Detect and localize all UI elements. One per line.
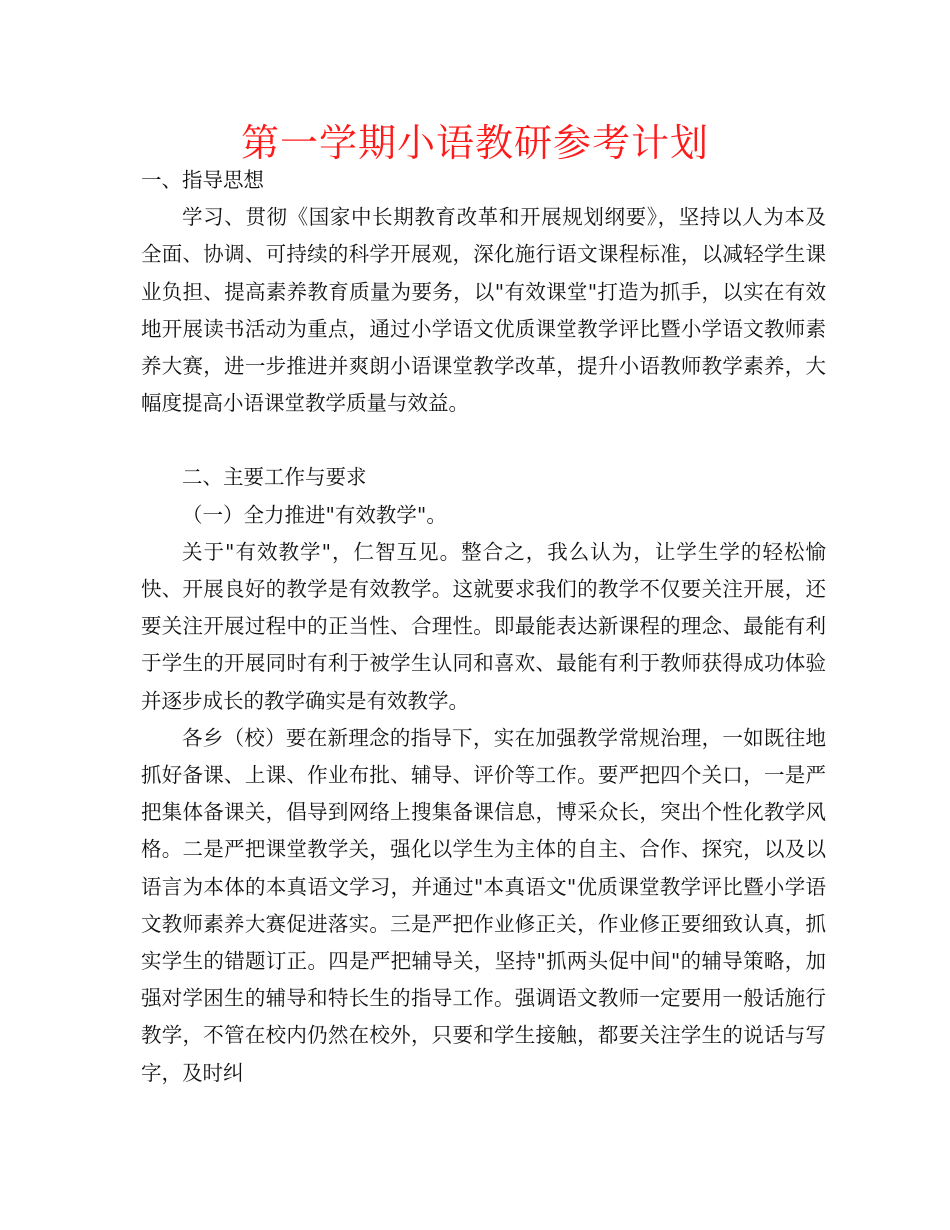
document-title: 第一学期小语教研参考计划 [240,121,709,165]
section-heading-guiding-ideology: 一、指导思想 [141,168,264,192]
paragraph-spacer [141,422,826,459]
subheading-effective-teaching: （一）全力推进"有效教学"。 [182,502,447,527]
paragraph-teaching-management: 各乡（校）要在新理念的指导下，实在加强教学常规治理，一如既往地抓好备课、上课、作业布批、辅导、评价等工作。要严把四个关口，一是严把集体备课关，倡导到网络上搜集备课信息，博采众长，突出个性化教学风格。二是严把课堂教学关，强化以学生为主体的自主、合作、探究，以及以语言为本体的本真语文学习，并通过"本真语文"优质课堂教学评比暨小学语文教师素养大赛促进落实。三是严把作业修正关，作业修正要细致认真，抓实学生的错题订正。四是严把辅导关，坚持"抓两头促中间"的辅导策略，加强对学困生的辅导和特长生的指导工作。强调语文教师一定要用一般话施行教学，不管在校内仍然在校外，只要和学生接触，都要关注学生的说话与写字，及时纠 [141,725,826,1085]
paragraph-guiding-ideology: 学习、贯彻《国家中长期教育改革和开展规划纲要》，坚持以人为本及全面、协调、可持续的科学开展观，深化施行语文课程标准，以减轻学生课业负担、提高素养教育质量为要务，以"有效课堂"打造为抓手，以实在有效地开展读书活动为重点，通过小学语文优质课堂教学评比暨小学语文教师素养大赛，进一步推进并爽朗小语课堂教学改革，提升小语教师教学素养，大幅度提高小语课堂教学质量与效益。 [141,205,826,416]
paragraph-effective-teaching: 关于"有效教学"，仁智互见。整合之，我么认为，让学生学的轻松愉快、开展良好的教学是有效教学。这就要求我们的教学不仅要关注开展，还要关注开展过程中的正当性、合理性。即最能表达新课程的理念、最能有利于学生的开展同时有利于被学生认同和喜欢、最能有利于教师获得成功体验并逐步成长的教学确实是有效教学。 [141,539,826,713]
section-heading-main-work: 二、主要工作与要求 [182,465,367,490]
document-body [141,162,826,1092]
